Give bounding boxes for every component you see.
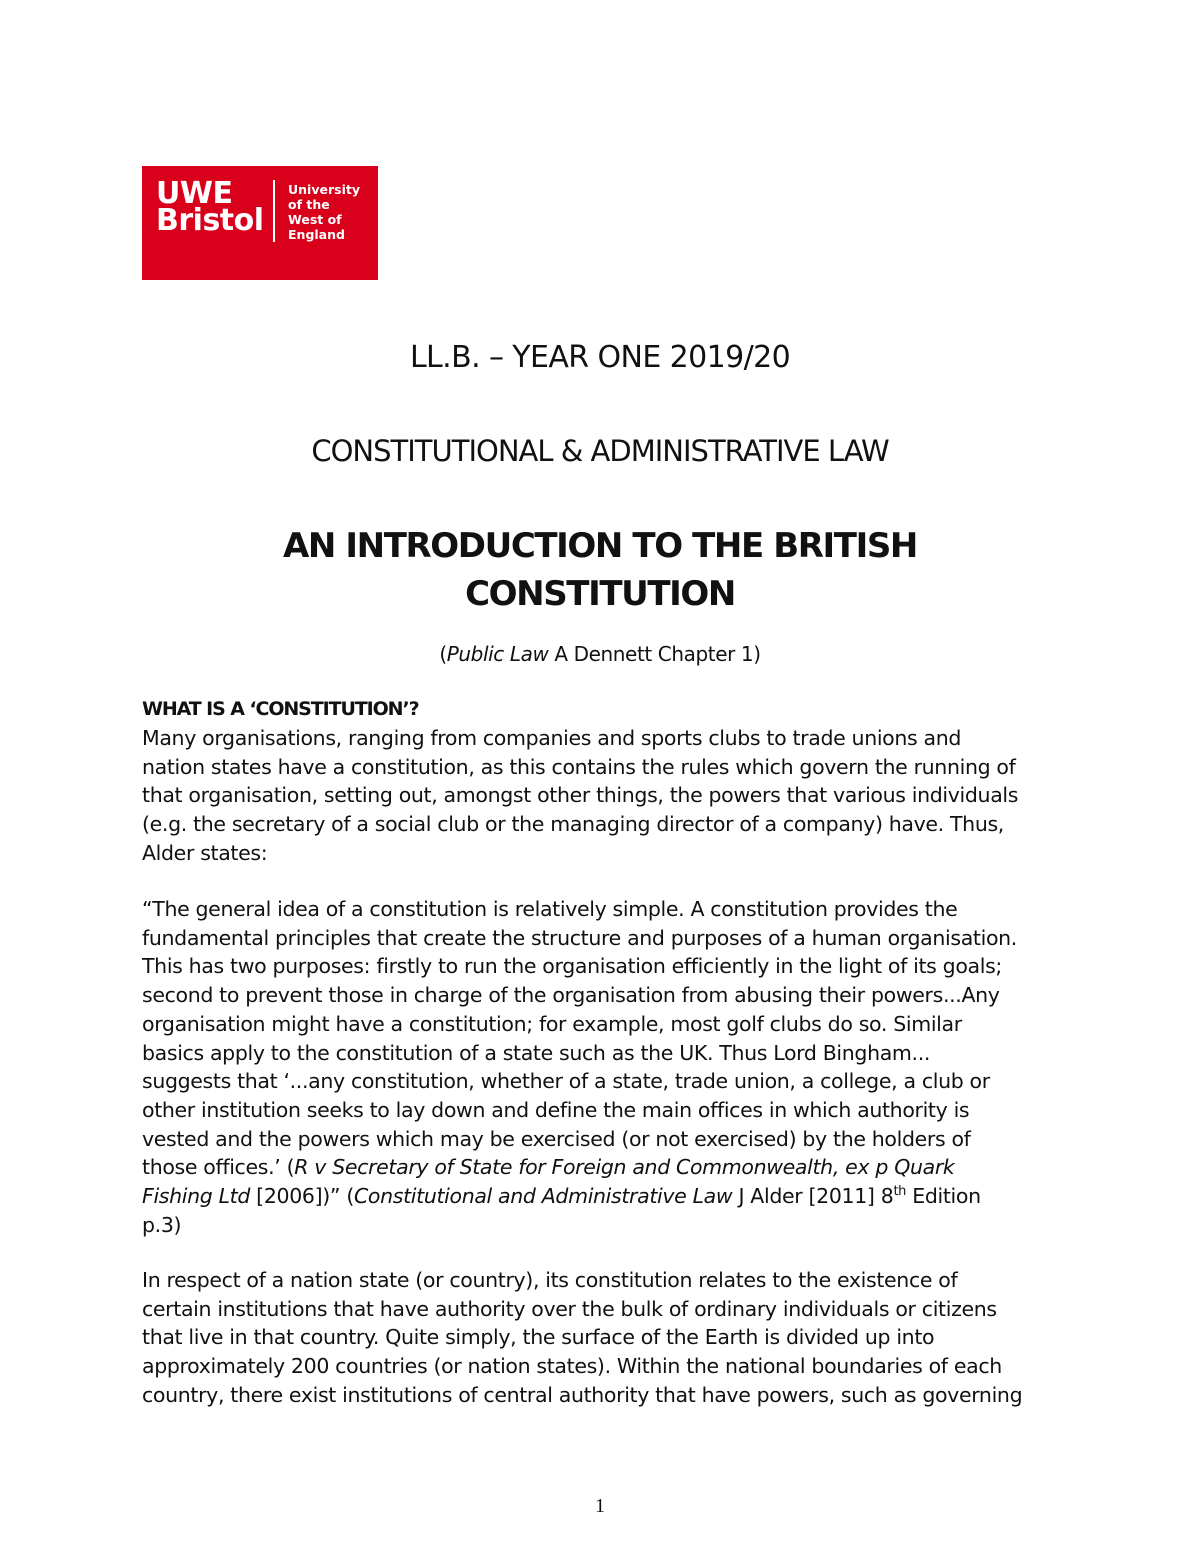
logo-sub-line: of the [288,197,330,212]
text-line: “The general idea of a constitution is relatively simple. A constitution provides the [142,897,958,921]
text-fragment: [2006])” ( [250,1184,354,1209]
paragraph-intro [142,724,1072,868]
page-number: 1 [595,1495,605,1517]
text-line: other institution seeks to lay down and define the main offices in which authority is [142,1097,970,1122]
text-fragment: ’ ( [274,1155,295,1180]
text-fragment: those offices. [142,1155,275,1180]
uwe-bristol-logo [142,166,378,280]
reference-book-title: Public Law [446,642,549,666]
text-line: Alder states: [142,840,268,865]
course-title: LL.B. – YEAR ONE 2019/20 [409,340,791,375]
logo-wordmark [156,176,264,238]
logo-uwe-text: UWE [156,176,233,211]
module-title: CONSTITUTIONAL & ADMINISTRATIVE LAW [311,434,889,468]
text-line: approximately 200 countries (or nation states). Within the national boundaries of each [142,1354,1002,1379]
paragraph-nation-state [142,1266,1072,1410]
section-heading: WHAT IS A ‘CONSTITUTION’? [142,698,419,720]
text-line: p.3) [142,1212,182,1237]
case-citation: Fishing Ltd [142,1184,250,1209]
text-line: country, there exist institutions of central authority that have powers, such as governing [142,1382,1023,1407]
text-line: certain institutions that have authority over the bulk of ordinary individuals or citizens [142,1296,997,1321]
document-title [0,522,1200,618]
text-line: that live in that country. Quite simply, the surface of the Earth is divided up into [142,1325,935,1350]
text-line [142,1182,1072,1211]
text-fragment: Edition [906,1184,981,1209]
text-line: that organisation, setting out, amongst other things, the powers that various individuals [142,783,1019,808]
text-fragment: J Alder [2011] 8 [732,1184,894,1209]
text-line: In respect of a nation state (or country), its constitution relates to the existence of [142,1268,958,1292]
reference-author: A Dennett Chapter 1) [548,642,761,666]
document-title-line: CONSTITUTION [465,574,735,614]
paragraph-quote [142,895,1072,1239]
book-citation: Constitutional and Administrative Law [353,1184,733,1209]
logo-university-name [288,182,360,242]
logo-sub-line: University [288,182,360,197]
case-citation: R v Secretary of State for Foreign and Commonwealth, ex p Quark [294,1155,955,1180]
text-line: nation states have a constitution, as this contains the rules which govern the running of [142,754,1016,779]
text-line: basics apply to the constitution of a state such as the UK. Thus Lord Bingham... [142,1040,931,1065]
text-line: Many organisations, ranging from companies and sports clubs to trade unions and [142,726,962,750]
document-title-line: AN INTRODUCTION TO THE BRITISH [283,526,917,566]
superscript: th [893,1184,907,1200]
reference-paren: ( [439,642,447,666]
text-line: vested and the powers which may be exercised (or not exercised) by the holders of [142,1126,971,1151]
logo-sub-line: England [288,227,345,242]
logo-divider [273,180,275,242]
source-reference [0,642,1200,666]
text-line: suggests that ‘...any constitution, whether of a state, trade union, a college, a club or [142,1069,990,1094]
text-line: organisation might have a constitution; for example, most golf clubs do so. Similar [142,1011,962,1036]
text-line [142,1153,1072,1182]
text-line: fundamental principles that create the structure and purposes of a human organisation. [142,925,1017,950]
logo-bristol-text: Bristol [156,203,264,238]
text-line: second to prevent those in charge of the organisation from abusing their powers...Any [142,983,1000,1008]
text-line: (e.g. the secretary of a social club or the managing director of a company) have. Thus, [142,812,1004,837]
text-line: This has two purposes: firstly to run the organisation efficiently in the light of its goals; [142,954,1002,979]
logo-sub-line: West of [288,212,342,227]
